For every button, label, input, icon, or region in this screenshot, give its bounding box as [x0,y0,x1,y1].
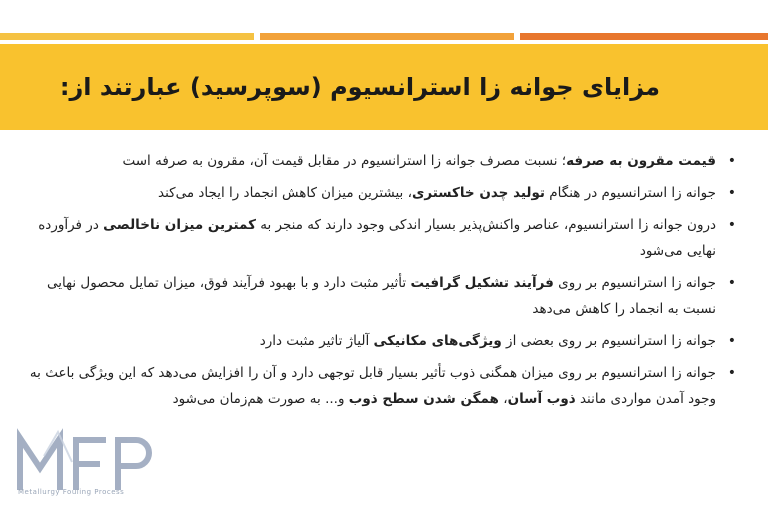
logo-letter-m [20,438,60,490]
bullet-item: • جوانه زا استرانسیوم بر روی بعضی از ویژگی‌های مکانیکی آلیاژ تاثیر مثبت دارد [26,328,738,354]
bullet-item: • درون جوانه زا استرانسیوم، عناصر واکنش‌پذیر بسیار اندکی وجود دارند که منجر به کمترین میزان ناخالصی در فرآورده نهایی می‌شود [26,212,738,264]
logo-tagline: Metallurgy Fouling Process [18,488,125,496]
slide-title: مزایای جوانه زا استرانسیوم (سوپرسید) عبارتند از: [59,73,660,101]
bullet-list [26,148,738,412]
accent-bar-dark-orange [520,33,768,40]
bullet-item: • جوانه زا استرانسیوم بر روی فرآیند تشکیل گرافیت تأثیر مثبت دارد و با بهبود فرآیند فوق، میزان تمایل محصول نهایی نسبت به انجماد را کاهش می‌دهد [26,270,738,322]
logo-letter-p [118,440,149,490]
accent-bar-yellow [0,33,254,40]
accent-bar-orange [260,33,514,40]
logo-letter-f [76,440,106,490]
bullet-item: • قیمت مقرون به صرفه؛ نسبت مصرف جوانه زا استرانسیوم در مقابل قیمت آن، مقرون به صرفه است [26,148,738,174]
title-band [0,44,768,130]
slide-content [26,148,738,418]
bullet-item: • جوانه زا استرانسیوم بر روی میزان همگنی ذوب تأثیر بسیار قابل توجهی دارد و آن را افزایش می‌دهد که این ویژگی باعث به وجود آمدن مواردی مانند ذوب آسان، همگن شدن سطح ذوب و... به صورت هم‌زمان می‌شود [26,360,738,412]
bullet-item: • جوانه زا استرانسیوم در هنگام تولید چدن خاکستری، بیشترین میزان کاهش انجماد را ایجاد می‌کند [26,180,738,206]
